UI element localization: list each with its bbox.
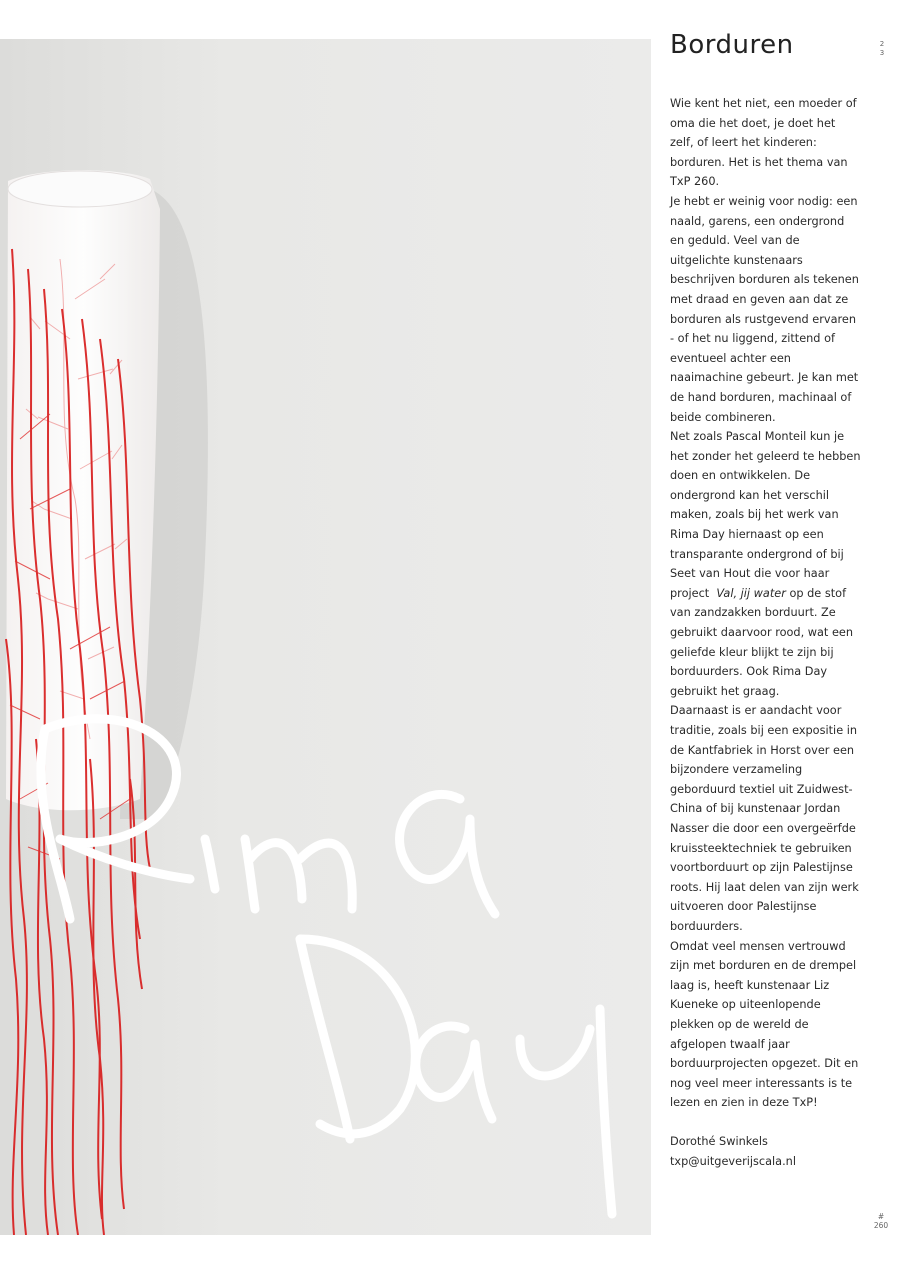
- issue-symbol: #: [877, 1212, 885, 1221]
- paragraph-4: Daarnaast is er aandacht voor traditie, zoals bij een expositie in de Kantfabriek in Horst over een bijzondere verzameling geborduurd textiel uit Zuidwest-China of bij kunstenaar Jordan Nasser die door een overgeërfde kruissteektechniek te gebruiken voortborduurt op zijn Palestijnse roots. Hij laat delen van zijn werk uitvoeren door Palestijnse borduurders.: [670, 704, 859, 933]
- artwork-photo: [0, 39, 651, 1235]
- project-title: Val, jij water: [716, 586, 786, 600]
- issue-value: 260: [873, 1221, 889, 1230]
- article-body: [670, 94, 861, 1172]
- paragraph-5: Omdat veel mensen vertrouwd zijn met borduren en de drempel laag is, heeft kunstenaar Liz Kueneke op uiteenlopende plekken op de wereld de afgelopen twaalf jaar borduurprojecten opgezet. Dit en nog veel meer interessants is te lezen en zien in deze TxP!: [670, 939, 859, 1110]
- page-title: Borduren: [670, 30, 794, 60]
- issue-number: [870, 1212, 892, 1230]
- paragraph-2: Je hebt er weinig voor nodig: een naald, garens, een ondergrond en geduld. Veel van de uitgelichte kunstenaars beschrijven borduren als tekenen met draad en geven aan dat ze borduren als rustgevend ervaren - of het nu liggend, zittend of eventueel achter een naaimachine gebeurt. Je kan met de hand borduren, machinaal of beide combineren.: [670, 194, 859, 424]
- author-name: Dorothé Swinkels: [670, 1135, 768, 1149]
- rima-day-artwork: [0, 39, 651, 1235]
- paragraph-3-start: Net zoals Pascal Monteil kun je het zonder het geleerd te hebben doen en ontwikkelen. De ondergrond kan het verschil maken, zoals bij het werk van Rima Day hiernaast op een transparante ondergrond of bij Seet van Hout die voor haar project: [670, 430, 861, 600]
- page-number-right: 3: [879, 49, 885, 57]
- page-numbers: [877, 40, 887, 58]
- author-email: txp@uitgeverijscala.nl: [670, 1155, 796, 1169]
- paragraph-1: Wie kent het niet, een moeder of oma die het doet, je doet het zelf, of leert het kinderen: borduren. Het is het thema van TxP 260.: [670, 97, 857, 189]
- page-number-left: 2: [879, 40, 885, 48]
- paragraph-3: [670, 427, 861, 701]
- paragraph-3-end: op de stof van zandzakken borduurt. Ze gebruikt daarvoor rood, wat een geliefde kleur blijkt te zijn bij borduurders. Ook Rima Day gebruikt het graag.: [670, 586, 854, 698]
